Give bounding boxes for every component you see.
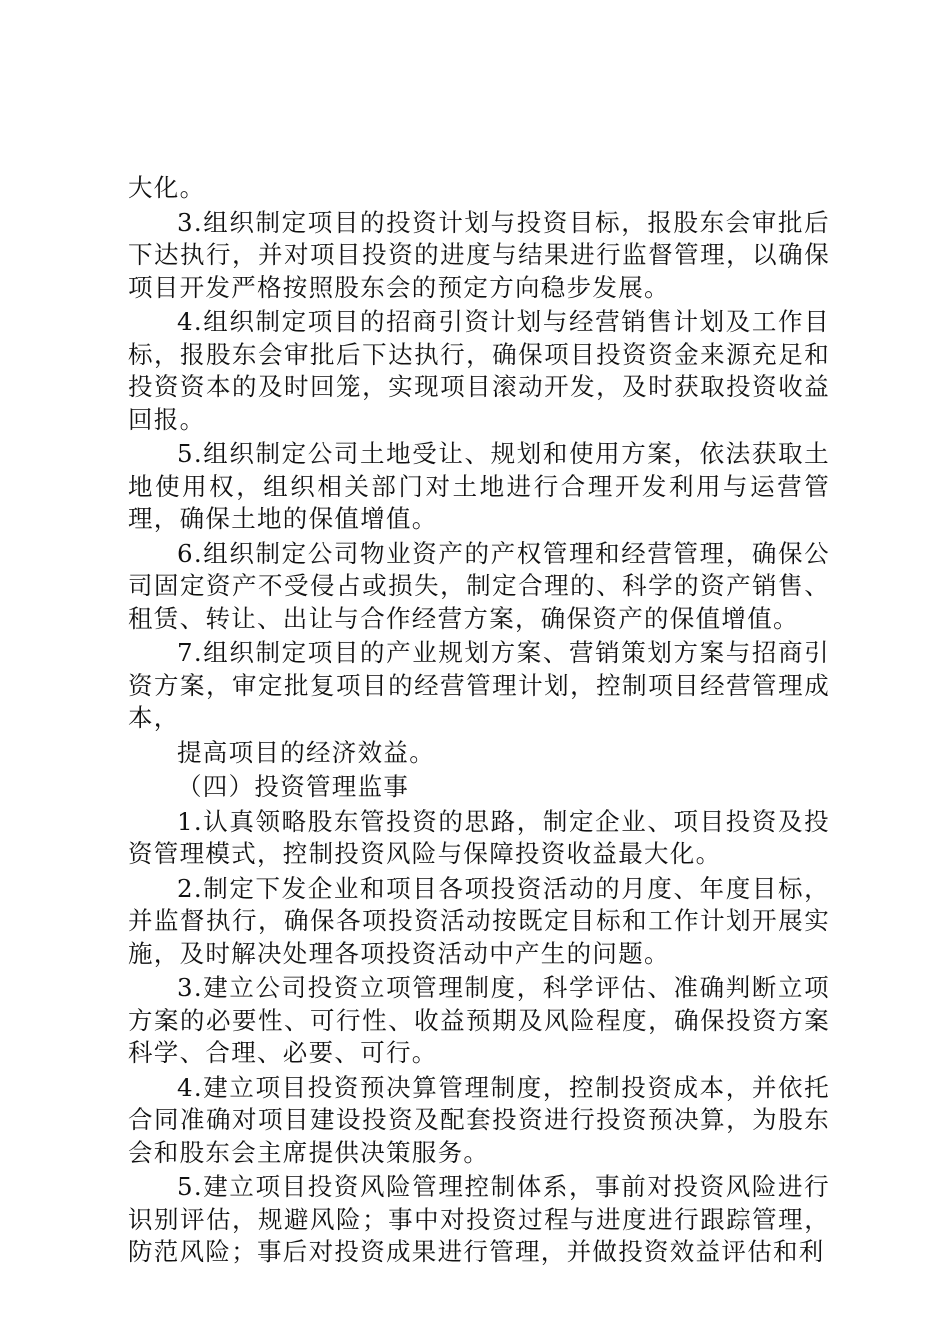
paragraph-item-3: 3.组织制定项目的投资计划与投资目标，报股东会审批后下达执行，并对项目投资的进度与结果进行监督管理，以确保项目开发严格按照股东会的预定方向稳步发展。 (128, 207, 830, 302)
paragraph-section4-item-1: 1.认真领略股东管投资的思路，制定企业、项目投资及投资管理模式，控制投资风险与保障投资收益最大化。 (128, 806, 830, 868)
section-heading: （四）投资管理监事 (177, 772, 410, 801)
paragraph-continuation: 大化。 (128, 173, 206, 202)
document-page (128, 172, 830, 1271)
paragraph-section4-item-4: 4.建立项目投资预决算管理制度，控制投资成本，并依托合同准确对项目建设投资及配套投资进行投资预决算，为股东会和股东会主席提供决策服务。 (128, 1072, 830, 1167)
paragraph-section4-item-5: 5.建立项目投资风险管理控制体系，事前对投资风险进行识别评估，规避风险；事中对投资过程与进度进行跟踪管理，防范风险；事后对投资成果进行管理，并做投资效益评估和利 (128, 1172, 830, 1266)
paragraph-section4-item-2: 2.制定下发企业和项目各项投资活动的月度、年度目标，并监督执行，确保各项投资活动按既定目标和工作计划开展实施，及时解决处理各项投资活动中产生的问题。 (128, 873, 830, 968)
paragraph-item-5: 5.组织制定公司土地受让、规划和使用方案，依法获取土地使用权，组织相关部门对土地进行合理开发利用与运营管理，确保土地的保值增值。 (128, 439, 830, 533)
paragraph-item-7-continued: 提高项目的经济效益。 (177, 737, 435, 767)
paragraph-item-6: 6.组织制定公司物业资产的产权管理和经营管理，确保公司固定资产不受侵占或损失，制定合理的、科学的资产销售、租赁、转让、出让与合作经营方案，确保资产的保值增值。 (128, 538, 830, 633)
paragraph-section4-item-3: 3.建立公司投资立项管理制度，科学评估、准确判断立项方案的必要性、可行性、收益预期及风险程度，确保投资方案科学、合理、必要、可行。 (128, 973, 830, 1067)
paragraph-item-4: 4.组织制定项目的招商引资计划与经营销售计划及工作目标，报股东会审批后下达执行，确保项目投资资金来源充足和投资资本的及时回笼，实现项目滚动开发，及时获取投资收益回报。 (128, 307, 830, 434)
paragraph-item-7: 7.组织制定项目的产业规划方案、营销策划方案与招商引资方案，审定批复项目的经营管理计划，控制项目经营管理成本， (128, 638, 830, 732)
